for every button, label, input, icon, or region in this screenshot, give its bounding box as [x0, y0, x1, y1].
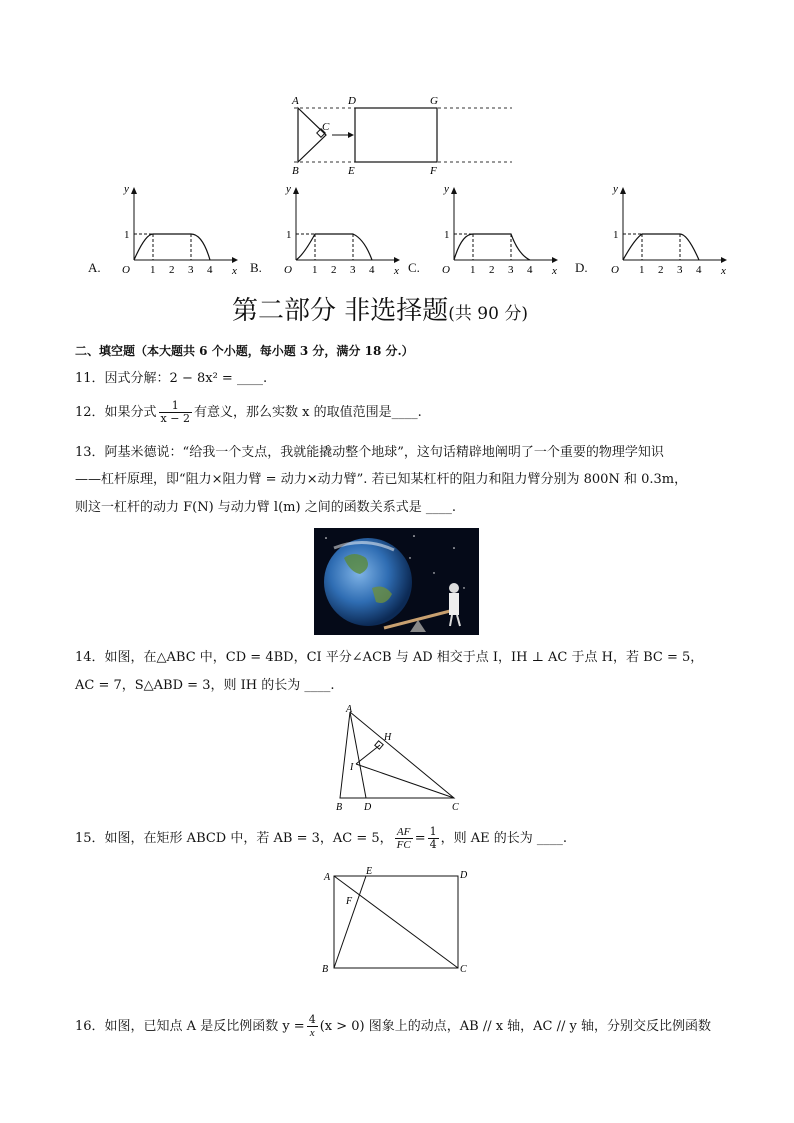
y-axis-arrow — [451, 187, 457, 194]
y-tick-label: 1 — [286, 229, 292, 241]
y-axis-label: y — [124, 183, 129, 195]
x-tick-label: 4 — [207, 264, 213, 274]
q14-label-B: B — [336, 802, 343, 813]
q15-label-E: E — [366, 866, 373, 877]
y-axis-label: y — [286, 183, 291, 195]
x-tick-label: 2 — [489, 264, 495, 274]
x-tick-label: 2 — [658, 264, 664, 274]
function-curve — [296, 234, 372, 260]
x-tick-label: 1 — [639, 264, 645, 274]
origin-label: O — [611, 264, 619, 274]
graph-option-d — [597, 182, 737, 274]
y-tick-label: 1 — [124, 229, 130, 241]
y-axis-arrow — [620, 187, 626, 194]
origin-label: O — [442, 264, 450, 274]
y-axis-arrow — [131, 187, 137, 194]
origin-label: O — [122, 264, 130, 274]
q15-den2: 4 — [429, 838, 437, 851]
q12-num: 1 — [159, 400, 192, 413]
question-15 — [75, 826, 567, 851]
q16-post: (x > 0) 图象上的动点，AB // x 轴，AC // y 轴，分别交反比例函数 — [319, 1019, 712, 1034]
y-axis-label: y — [444, 183, 449, 195]
x-tick-label: 1 — [470, 264, 476, 274]
x-axis-arrow — [552, 257, 558, 263]
q16-den: x — [309, 1027, 315, 1039]
x-tick-label: 4 — [527, 264, 533, 274]
y-tick-label: 1 — [444, 229, 450, 241]
label-F: F — [430, 165, 437, 177]
q12-den: x − 2 — [160, 412, 190, 425]
triangle-abc-figure — [326, 702, 466, 814]
function-curve — [134, 234, 210, 260]
y-axis-label: y — [613, 183, 618, 195]
q15-pre: 15．如图，在矩形 ABCD 中，若 AB = 3，AC = 5， — [75, 831, 393, 846]
q15-fraction-1 — [395, 826, 413, 851]
x-tick-label: 2 — [331, 264, 337, 274]
q16-fraction — [307, 1014, 318, 1039]
x-axis-label: x — [232, 265, 237, 274]
function-curve — [454, 234, 530, 260]
origin-label: O — [284, 264, 292, 274]
question-14-line-1: 14．如图，在△ABC 中，CD = 4BD，CI 平分∠ACB 与 AD 相交于点 I，IH ⊥ AC 于点 H，若 BC = 5， — [75, 650, 704, 665]
question-12 — [75, 400, 422, 425]
question-14-line-2: AC = 7，S△ABD = 3，则 IH 的长为 ____. — [75, 678, 335, 693]
earth-lever-illustration — [314, 528, 479, 635]
question-13-line-1: 13．阿基米德说：“给我一个支点，我就能撬动整个地球”，这句话精辟地阐明了一个重要的物理学知识 — [75, 445, 664, 460]
x-tick-label: 3 — [677, 264, 683, 274]
graph-option-b — [270, 182, 410, 274]
q15-label-B: B — [322, 964, 329, 975]
moving-triangle-figure — [280, 92, 520, 178]
q12-fraction — [159, 400, 192, 425]
question-13-line-3: 则这一杠杆的动力 F(N) 与动力臂 l(m) 之间的函数关系式是 ____. — [75, 500, 456, 515]
q15-post: ，则 AE 的长为 ____. — [440, 831, 568, 846]
function-curve — [623, 234, 699, 260]
x-tick-label: 3 — [188, 264, 194, 274]
x-axis-arrow — [232, 257, 238, 263]
q14-label-C: C — [452, 802, 459, 813]
x-tick-label: 4 — [369, 264, 375, 274]
x-axis-label: x — [721, 265, 726, 274]
x-tick-label: 3 — [350, 264, 356, 274]
x-axis-label: x — [552, 265, 557, 274]
q15-label-D: D — [460, 870, 468, 881]
q16-num: 4 — [308, 1013, 316, 1026]
instructions: 二、填空题（本大题共 6 个小题，每小题 3 分，满分 18 分.） — [75, 344, 414, 358]
q14-label-D: D — [364, 802, 372, 813]
option-d-label: D. — [575, 260, 588, 275]
y-tick-label: 1 — [613, 229, 619, 241]
x-tick-label: 1 — [150, 264, 156, 274]
q15-label-F: F — [346, 896, 353, 907]
q15-fraction-2 — [428, 826, 439, 851]
question-16 — [75, 1014, 711, 1039]
q16-pre: 16．如图，已知点 A 是反比例函数 y = — [75, 1019, 305, 1034]
q15-label-A: A — [324, 872, 331, 883]
section-title-main: 第二部分 非选择题 — [232, 296, 449, 326]
graph-option-c — [428, 182, 568, 274]
label-E: E — [348, 165, 355, 177]
q12-pre: 12．如果分式 — [75, 405, 157, 420]
question-13-line-2: ——杠杆原理，即“阻力×阻力臂 = 动力×动力臂”. 若已知某杠杆的阻力和阻力臂分别为 800N 和 0.3m， — [75, 472, 688, 487]
q14-label-H: H — [384, 732, 392, 743]
x-axis-label: x — [394, 265, 399, 274]
label-A: A — [292, 95, 299, 107]
x-tick-label: 1 — [312, 264, 318, 274]
label-B: B — [292, 165, 299, 177]
option-b-label: B. — [250, 260, 262, 275]
option-c-label: C. — [408, 260, 420, 275]
section-title — [232, 290, 528, 327]
section-title-suffix: (共 90 分) — [448, 304, 528, 324]
label-D: D — [348, 95, 356, 107]
q15-den: FC — [396, 839, 411, 851]
x-tick-label: 2 — [169, 264, 175, 274]
x-axis-arrow — [721, 257, 727, 263]
option-a-label: A. — [88, 260, 101, 275]
graph-option-a — [108, 182, 248, 274]
x-tick-label: 3 — [508, 264, 514, 274]
label-G: G — [430, 95, 438, 107]
q14-label-A: A — [346, 704, 353, 715]
q14-label-I: I — [350, 762, 354, 773]
q15-label-C: C — [460, 964, 467, 975]
y-axis-arrow — [293, 187, 299, 194]
q15-num2: 1 — [429, 825, 437, 838]
q12-post: 有意义，那么实数 x 的取值范围是____. — [193, 405, 422, 420]
x-axis-arrow — [394, 257, 400, 263]
q15-eq: = — [414, 831, 426, 846]
rectangle-abcd-figure — [318, 862, 478, 978]
label-C: C — [322, 121, 330, 133]
q15-num: AF — [395, 826, 413, 839]
x-tick-label: 4 — [696, 264, 702, 274]
question-11: 11．因式分解：2 − 8x² = ____. — [75, 371, 268, 386]
